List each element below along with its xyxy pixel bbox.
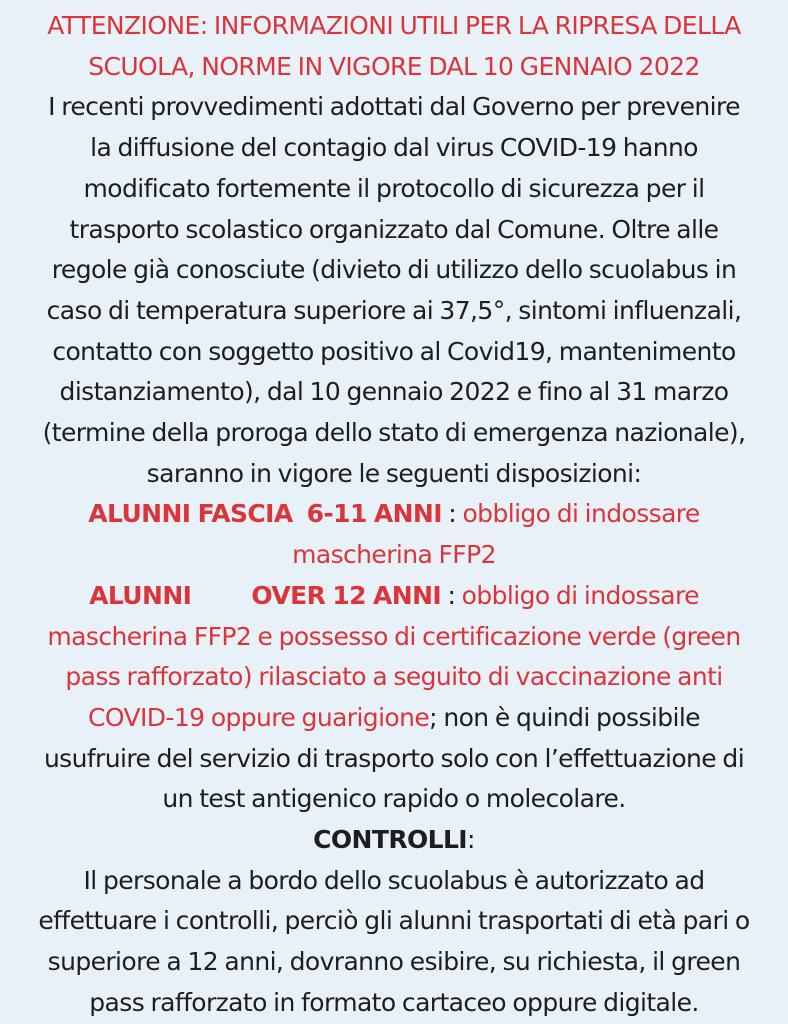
intro-line: trasporto scolastico organizzato dal Comune. Oltre alle	[69, 214, 719, 244]
rule-over-12-line-4	[4, 698, 784, 739]
intro-line: contatto con soggetto positivo al Covid19, mantenimento	[52, 336, 736, 366]
controls-line: pass rafforzato in formato cartaceo oppure digitale.	[89, 987, 699, 1017]
intro-paragraph	[4, 87, 784, 494]
notice-title	[4, 6, 784, 87]
intro-line: caso di temperatura superiore ai 37,5°, sintomi influenzali,	[46, 295, 742, 325]
title-line-1: ATTENZIONE: INFORMAZIONI UTILI PER LA RIPRESA DELLA	[47, 11, 741, 40]
rule-6-11-label-b: 6-11 ANNI	[306, 499, 442, 529]
rule-over-12-line-1	[4, 576, 784, 617]
rule-6-11	[4, 494, 784, 575]
intro-line: distanziamento), dal 10 gennaio 2022 e fino al 31 marzo	[59, 377, 729, 407]
controls-heading: CONTROLLI	[313, 825, 467, 855]
rule-over-12-text: obbligo di indossare	[461, 580, 699, 610]
rule-over-12-red-text: COVID-19 oppure guarigione	[88, 702, 430, 732]
rule-6-11-text: obbligo di indossare	[462, 499, 700, 529]
controls-line: superiore a 12 anni, dovranno esibire, su richiesta, il green	[47, 947, 741, 977]
rule-6-11-line-2: mascherina FFP2	[292, 540, 496, 570]
intro-line: (termine della proroga dello stato di emergenza nazionale),	[42, 418, 746, 448]
rule-6-11-separator: :	[441, 499, 463, 529]
intro-line: modificato fortemente il protocollo di sicurezza per il	[83, 173, 705, 203]
controls-heading-line	[4, 820, 784, 861]
controls-section	[4, 820, 784, 1024]
rule-over-12-dark-text: ; non è quindi possibile	[429, 702, 700, 732]
intro-line: I recenti provvedimenti adottati dal Governo per prevenire	[48, 92, 740, 122]
rule-over-12-line-3: pass rafforzato) rilasciato a seguito di vaccinazione anti	[65, 662, 723, 692]
intro-line: saranno in vigore le seguenti disposizioni:	[146, 458, 642, 488]
controls-heading-suffix: :	[467, 825, 475, 855]
rule-6-11-label-a: ALUNNI FASCIA	[88, 499, 293, 529]
rule-over-12-label-b: OVER 12 ANNI	[251, 580, 442, 610]
rule-6-11-line-1	[4, 494, 784, 535]
rule-over-12-line-2: mascherina FFP2 e possesso di certificazione verde (green	[47, 621, 741, 651]
rule-over-12-separator: :	[441, 580, 462, 610]
rule-over-12-line-6: un test antigenico rapido o molecolare.	[162, 784, 626, 814]
rule-over-12	[4, 576, 784, 820]
rule-over-12-label-a: ALUNNI	[89, 580, 192, 610]
controls-line: Il personale a bordo dello scuolabus è autorizzato ad	[83, 865, 705, 895]
controls-line: effettuare i controlli, perciò gli alunni trasportati di età pari o	[38, 906, 750, 936]
intro-line: la diffusione del contagio dal virus COVID-19 hanno	[90, 133, 698, 163]
rule-over-12-line-5: usufruire del servizio di trasporto solo con l’effettuazione di	[43, 743, 745, 773]
title-line-2: SCUOLA, NORME IN VIGORE DAL 10 GENNAIO 2022	[88, 51, 700, 81]
intro-line: regole già conosciute (divieto di utilizzo dello scuolabus in	[51, 255, 737, 285]
